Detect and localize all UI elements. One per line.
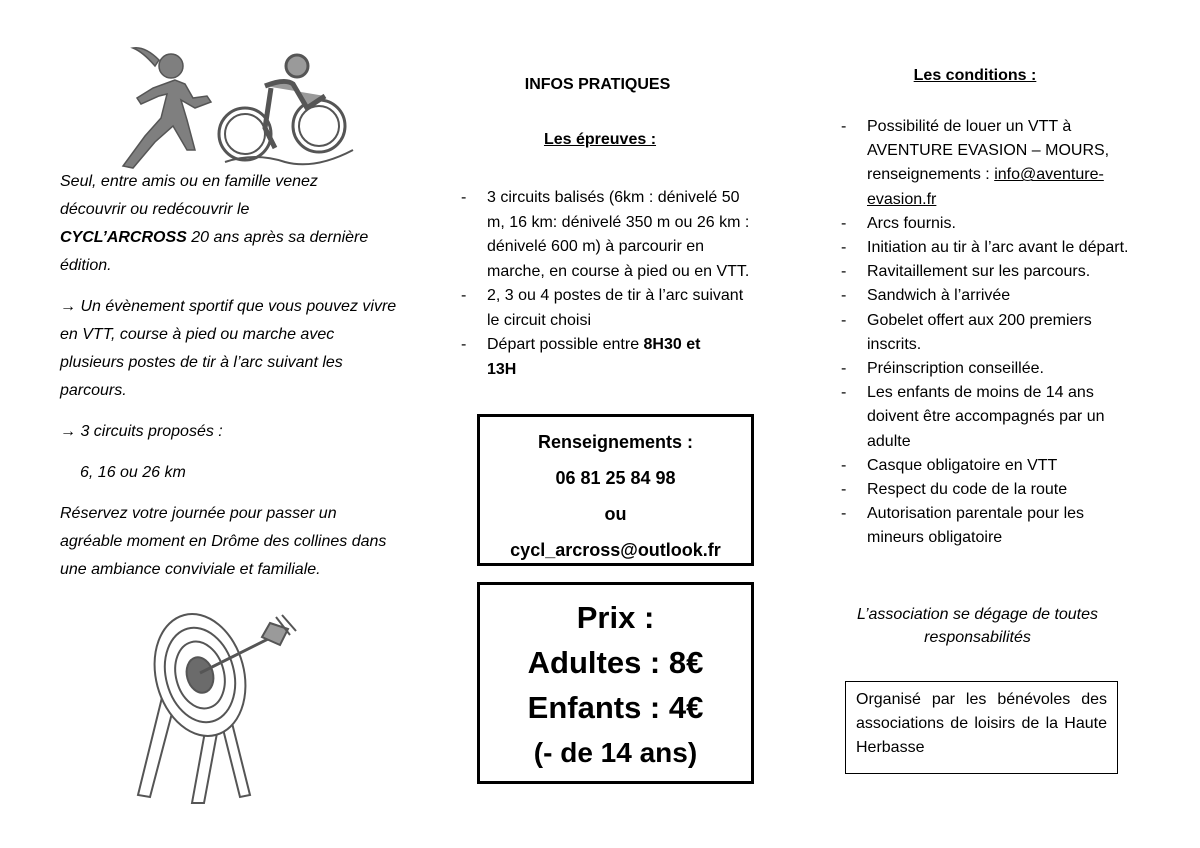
intro-line: 20 ans après sa dernière (186, 229, 369, 246)
price-children: Enfants : 4€ (527, 690, 704, 725)
depart-time: 8H30 et (643, 336, 701, 353)
price-heading: Prix : (576, 600, 655, 635)
list-item-text: Initiation au tir à l’arc avant le départ. (867, 239, 1129, 257)
intro-paragraph (60, 168, 400, 280)
intro-line: découvrir ou redécouvrir le (60, 201, 250, 218)
disclaimer-line: L’association se dégage de toutes (856, 606, 1099, 623)
intro-line: Seul, entre amis ou en famille venez (60, 173, 318, 190)
conditions-title: Les conditions : (913, 67, 1037, 84)
list-item-text: Arcs fournis. (867, 214, 956, 232)
list-item: - Les enfants de moins de 14 ans doivent être accompagnés par un adulte (841, 384, 1105, 450)
disclaimer-line: responsabilités (924, 629, 1031, 646)
list-item: - 2, 3 ou 4 postes de tir à l’arc suivant le circuit choisi (461, 287, 744, 329)
practical-info-title: INFOS PRATIQUES (524, 76, 671, 93)
list-item: - Gobelet offert aux 200 premiers inscrits. (841, 311, 1092, 353)
list-item-text: Sandwich à l’arrivée (867, 287, 1011, 305)
cyclist-icon (219, 55, 353, 164)
runner-icon (123, 48, 211, 168)
list-item-text: Préinscription conseillée. (867, 360, 1044, 378)
reserve-text: Réservez votre journée pour passer un agréable moment en Drôme des collines dans une ambiance conviviale et familiale. (60, 505, 387, 578)
rental-email-link[interactable]: info@aventure-evasion.fr (867, 166, 1104, 208)
list-item: - Départ possible entre 8H30 et 13H (461, 336, 701, 378)
list-item-text: Casque obligatoire en VTT (867, 456, 1058, 474)
list-item-text: Autorisation parentale pour les mineurs obligatoire (867, 505, 1085, 547)
list-item: - Casque obligatoire en VTT (841, 456, 1058, 474)
intro-text (60, 168, 400, 597)
list-item-text: Gobelet offert aux 200 premiers inscrits. (867, 311, 1092, 353)
list-item: - Autorisation parentale pour les mineurs obligatoire (841, 505, 1085, 547)
list-item: - 3 circuits balisés (6km : dénivelé 50 m, 16 km: dénivelé 350 m ou 26 km : dénivelé 600 m) à parcourir en marche, en course à pied ou en VTT. (461, 189, 750, 280)
list-item: - Préinscription conseillée. (841, 360, 1044, 378)
list-item: - Respect du code de la route (841, 481, 1068, 499)
list-item: - Sandwich à l’arrivée (841, 287, 1011, 305)
list-item-text: 3 circuits balisés (6km : dénivelé 50 m, 16 km: dénivelé 350 m ou 26 km : dénivelé 600 m) à parcourir en marche, en course à pied ou en VTT. (487, 189, 750, 280)
contact-heading: Renseignements : (537, 432, 694, 452)
list-item-text: Ravitaillement sur les parcours. (867, 263, 1091, 281)
list-item: - Arcs fournis. (841, 214, 956, 232)
contact-box (477, 414, 754, 566)
contact-phone: 06 81 25 84 98 (555, 468, 676, 488)
depart-prefix: Départ possible entre (487, 336, 644, 353)
list-item-text: 2, 3 ou 4 postes de tir à l’arc suivant le circuit choisi (487, 287, 744, 329)
intro-line: édition. (60, 257, 112, 274)
price-adults: Adultes : 8€ (527, 645, 704, 680)
list-item-text: Les enfants de moins de 14 ans doivent être accompagnés par un adulte (867, 384, 1105, 450)
archery-target-icon (130, 605, 320, 805)
circuits-distances: 6, 16 ou 26 km (80, 464, 186, 481)
event-description: → Un évènement sportif que vous pouvez vivre en VTT, course à pied ou marche avec plusieurs postes de tir à l’arc suivant les parcours. (60, 298, 397, 399)
depart-time: 13H (487, 360, 517, 378)
circuits-heading: → 3 circuits proposés : (60, 423, 223, 440)
list-item: - Possibilité de louer un VTT à AVENTURE EVASION – MOURS, renseignements : info@aventure-evasion.fr (841, 118, 1110, 208)
price-box (477, 582, 754, 784)
contact-or: ou (604, 504, 627, 524)
list-item: - Ravitaillement sur les parcours. (841, 263, 1091, 281)
events-subtitle: Les épreuves : (543, 131, 657, 148)
list-item-text: Respect du code de la route (867, 481, 1068, 499)
contact-email: cycl_arcross@outlook.fr (510, 540, 721, 560)
list-item: - Initiation au tir à l’arc avant le départ. (841, 239, 1129, 257)
price-note: (- de 14 ans) (533, 737, 698, 768)
sport-pictograms (115, 38, 415, 173)
events-list (455, 186, 760, 382)
event-name: CYCL’ARCROSS (60, 229, 187, 246)
organizer-box: Organisé par les bénévoles des associations de loisirs de la Haute Herbasse (845, 681, 1118, 774)
disclaimer (835, 603, 1120, 649)
conditions-list (835, 115, 1145, 551)
list-item-text: Possibilité de louer un VTT à AVENTURE EVASION – MOURS, renseignements : (867, 118, 1110, 184)
